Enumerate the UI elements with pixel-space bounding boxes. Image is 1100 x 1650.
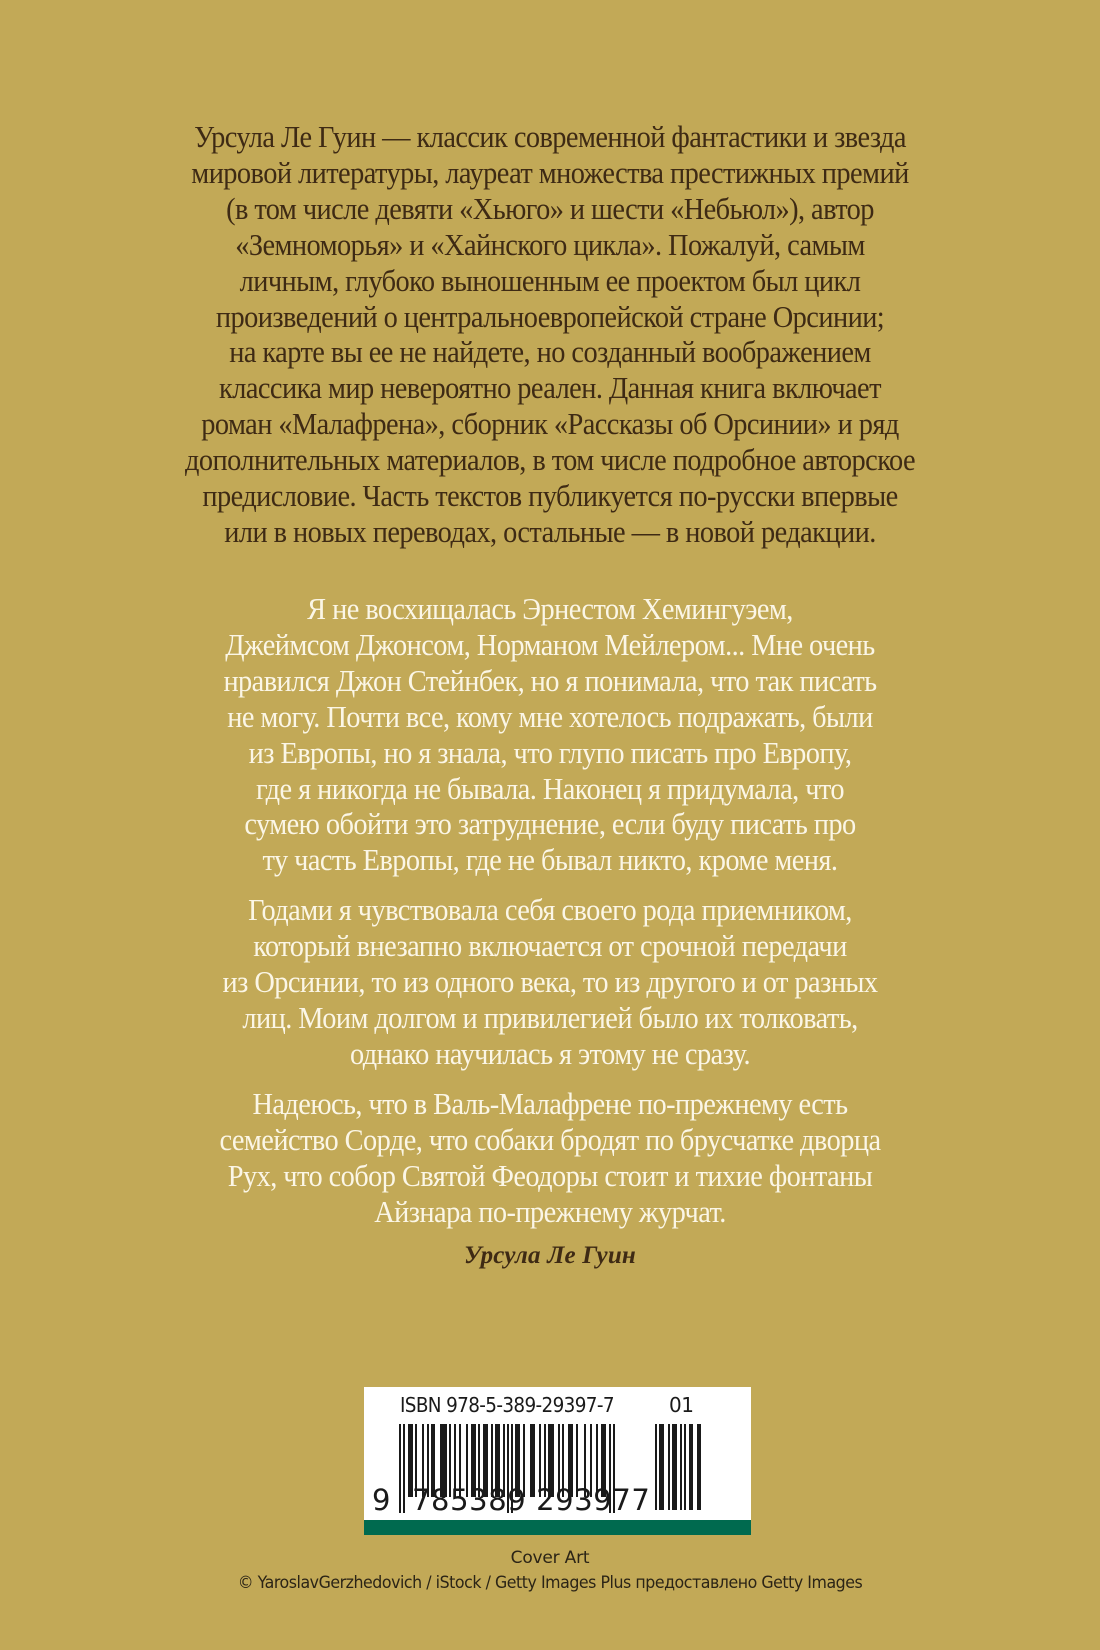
annotation-line: на карте вы ее не найдете, но созданный воображением [229, 335, 871, 370]
annotation-line: предисловие. Часть текстов публикуется по-русски впервые [202, 479, 898, 514]
quote-line: однако научилась я этому не сразу. [349, 1036, 750, 1071]
quote-line: Джеймсом Джонсом, Норманом Мейлером... Мне очень [225, 627, 875, 662]
annotation-line: мировой литературы, лауреат множества престижных премий [191, 155, 909, 190]
annotation-line: Урсула Ле Гуин — классик современной фантастики и звезда [194, 120, 906, 154]
quote-line: Рух, что собор Святой Феодоры стоит и тихие фонтаны [227, 1158, 873, 1193]
quote-line: который внезапно включается от срочной передачи [253, 929, 847, 964]
annotation-line: роман «Малафрена», сборник «Рассказы об Орсинии» и ряд [201, 407, 899, 442]
quote-line: Годами я чувствовала себя своего рода приемником, [248, 893, 852, 928]
isbn-addon-code: 01 [669, 1393, 694, 1417]
isbn-barcode [364, 1387, 751, 1535]
quote-signature: Урсула Ле Гуин [463, 1242, 637, 1269]
quote-paragraph-2 [39, 893, 1062, 1073]
barcode-digits: 785389 293977 [412, 1483, 651, 1517]
annotation-line: «Земноморья» и «Хайнского цикла». Пожалуй, самым [235, 227, 865, 262]
image-credits: © YaroslavGerzhedovich / iStock / Getty Images Plus предоставлено Getty Images [237, 1573, 863, 1593]
quote-line: не могу. Почти все, кому мне хотелось подражать, были [227, 699, 873, 734]
quote-line: семейство Сорде, что собаки бродят по брусчатке дворца [219, 1122, 881, 1157]
annotation-line: (в том числе девяти «Хьюго» и шести «Небьюл»), автор [226, 191, 874, 226]
barcode-first-digit: 9 [372, 1483, 391, 1517]
quote-line: лиц. Моим долгом и привилегией было их толковать, [242, 1000, 858, 1035]
quote-line: Айзнара по-прежнему журчат. [374, 1194, 726, 1229]
barcode-green-strip [364, 1520, 751, 1535]
annotation-line: произведений о центральноевропейской стране Орсинии; [215, 299, 885, 334]
author-quote [39, 592, 1062, 1244]
quote-line: ту часть Европы, где не бывал никто, кроме меня. [262, 843, 838, 878]
quote-line: из Европы, но я знала, что глупо писать про Европу, [248, 735, 852, 770]
cover-art-label: Cover Art [510, 1548, 590, 1568]
annotation-text [39, 120, 1062, 551]
annotation-line: или в новых переводах, остальные — в новой редакции. [224, 514, 876, 549]
quote-line: сумею обойти это затруднение, если буду писать про [244, 807, 856, 842]
isbn-label: ISBN 978-5-389-29397-7 [400, 1393, 614, 1417]
quote-paragraph-3 [39, 1087, 1062, 1231]
quote-line: из Орсинии, то из одного века, то из другого и от разных [222, 965, 878, 1000]
quote-line: нравился Джон Стейнбек, но я понимала, что так писать [223, 663, 877, 698]
annotation-line: личным, глубоко выношенным ее проектом был цикл [239, 263, 861, 298]
annotation-line: классика мир невероятно реален. Данная книга включает [219, 371, 881, 406]
quote-line: где я никогда не бывала. Наконец я придумала, что [255, 771, 845, 806]
quote-line: Я не восхищалась Эрнестом Хемингуэем, [307, 592, 793, 626]
annotation-line: дополнительных материалов, в том числе подробное авторское [185, 443, 915, 478]
quote-paragraph-1 [39, 592, 1062, 879]
quote-line: Надеюсь, что в Валь-Малафрене по-прежнему есть [252, 1086, 848, 1121]
